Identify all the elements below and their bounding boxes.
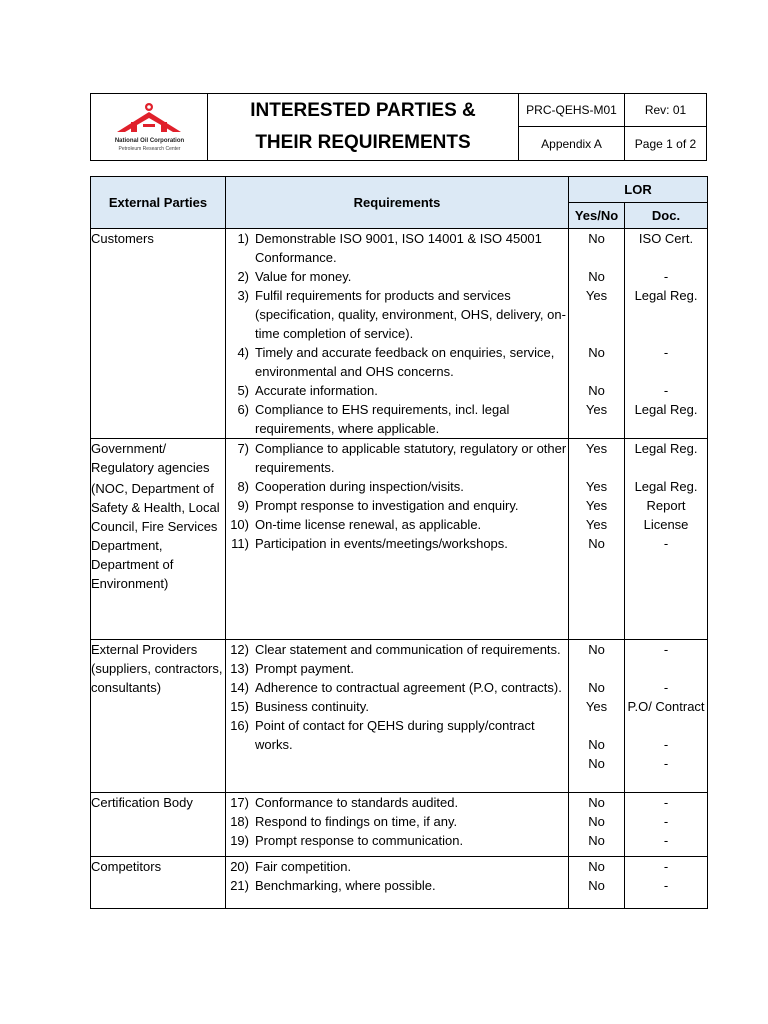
- table-row: [91, 640, 708, 793]
- item-number: 8): [237, 479, 249, 494]
- title-line-2: THEIR REQUIREMENTS: [255, 132, 471, 153]
- item-text: Fulfil requirements for products and services (specification, quality, environment, OHS, delivery, on-time completion of service).: [255, 288, 566, 341]
- yes-no-value: No: [588, 383, 605, 398]
- item-number: 2): [237, 269, 249, 284]
- item-number: 11): [231, 536, 249, 551]
- item-text: Conformance to standards audited.: [255, 795, 459, 810]
- doc-value: License: [643, 517, 689, 532]
- item-text: Accurate information.: [255, 383, 378, 398]
- list-item: [226, 534, 568, 553]
- list-item: [226, 857, 568, 876]
- item-text: Respond to findings on time, if any.: [255, 814, 458, 829]
- doc-cell: [625, 793, 708, 857]
- logo-cell: [91, 94, 208, 160]
- doc-cell: [625, 857, 708, 909]
- list-item: [226, 343, 568, 381]
- party-name: Competitors: [91, 859, 162, 874]
- doc-value: -: [663, 642, 669, 657]
- item-text: Timely and accurate feedback on enquiries, service, environmental and OHS concerns.: [255, 345, 555, 379]
- col-header-doc: Doc.: [625, 203, 708, 229]
- list-item: [226, 793, 568, 812]
- doc-value: Report: [646, 498, 686, 513]
- item-text: Value for money.: [255, 269, 352, 284]
- yes-no-value: No: [588, 833, 605, 848]
- list-item: [226, 286, 568, 343]
- party-detail: (NOC, Department of Safety & Health, Local Council, Fire Services Department, Department of Environment): [91, 481, 220, 591]
- item-text: Compliance to applicable statutory, regulatory or other requirements.: [255, 441, 567, 475]
- yes-no-value: Yes: [585, 288, 608, 303]
- doc-value: Legal Reg.: [634, 288, 698, 303]
- yes-no-value: Yes: [585, 441, 608, 456]
- item-text: Fair competition.: [255, 859, 352, 874]
- doc-value: -: [663, 345, 669, 360]
- list-item: [226, 439, 568, 477]
- company-logo-icon: [109, 102, 189, 136]
- yes-no-cell: [569, 857, 625, 909]
- party-cell: [91, 857, 226, 909]
- item-number: 19): [230, 833, 249, 848]
- list-item: [226, 876, 568, 895]
- party-cell: [91, 640, 226, 793]
- col-header-lor: LOR: [569, 177, 708, 203]
- yes-no-value: Yes: [585, 402, 608, 417]
- item-number: 10): [230, 517, 249, 532]
- list-item: [226, 515, 568, 534]
- party-cell: [91, 439, 226, 640]
- item-text: Prompt payment.: [255, 661, 354, 676]
- list-item: [226, 267, 568, 286]
- doc-value: -: [663, 814, 669, 829]
- appendix-label: Appendix A: [519, 127, 625, 160]
- yes-no-cell: [569, 229, 625, 439]
- doc-value: -: [663, 680, 669, 695]
- doc-value: Legal Reg.: [634, 441, 698, 456]
- list-item: [226, 477, 568, 496]
- item-number: 7): [237, 441, 249, 456]
- list-item: [226, 400, 568, 438]
- item-number: 12): [230, 642, 249, 657]
- item-text: Demonstrable ISO 9001, ISO 14001 & ISO 45001 Conformance.: [255, 231, 542, 265]
- yes-no-cell: [569, 640, 625, 793]
- item-text: Point of contact for QEHS during supply/contract works.: [255, 718, 535, 752]
- doc-value: -: [663, 536, 669, 551]
- doc-cell: [625, 439, 708, 640]
- item-text: Business continuity.: [255, 699, 369, 714]
- item-text: Clear statement and communication of requirements.: [255, 642, 561, 657]
- doc-value: -: [663, 795, 669, 810]
- doc-value: -: [663, 383, 669, 398]
- requirements-cell: [226, 793, 569, 857]
- party-name: Certification Body: [91, 795, 193, 810]
- doc-value: -: [663, 756, 669, 771]
- item-number: 1): [237, 231, 249, 246]
- interested-parties-table: [90, 176, 708, 909]
- col-header-requirements: Requirements: [226, 177, 569, 229]
- list-item: [226, 831, 568, 850]
- item-text: Participation in events/meetings/workshops.: [255, 536, 508, 551]
- item-text: Prompt response to communication.: [255, 833, 464, 848]
- item-number: 5): [237, 383, 249, 398]
- yes-no-value: Yes: [585, 479, 608, 494]
- item-text: Compliance to EHS requirements, incl. legal requirements, where applicable.: [255, 402, 510, 436]
- yes-no-value: No: [588, 756, 605, 771]
- item-text: Cooperation during inspection/visits.: [255, 479, 464, 494]
- table-row: [91, 439, 708, 640]
- doc-cell: [625, 640, 708, 793]
- item-number: 16): [230, 718, 249, 733]
- title-line-1: INTERESTED PARTIES &: [250, 100, 476, 121]
- table-row: [91, 793, 708, 857]
- item-number: 18): [230, 814, 249, 829]
- doc-value: -: [663, 737, 669, 752]
- item-number: 9): [237, 498, 249, 513]
- requirements-cell: [226, 439, 569, 640]
- yes-no-value: No: [588, 737, 605, 752]
- item-number: 15): [230, 699, 249, 714]
- yes-no-value: No: [588, 269, 605, 284]
- yes-no-value: No: [588, 859, 605, 874]
- list-item: [226, 716, 568, 754]
- party-cell: [91, 793, 226, 857]
- col-header-external-parties: External Parties: [91, 177, 226, 229]
- party-name: Customers: [91, 231, 154, 246]
- list-item: [226, 697, 568, 716]
- yes-no-cell: [569, 793, 625, 857]
- list-item: [226, 659, 568, 678]
- item-number: 13): [230, 661, 249, 676]
- document-title: [208, 94, 519, 160]
- doc-value: -: [663, 878, 669, 893]
- party-cell: [91, 229, 226, 439]
- doc-cell: [625, 229, 708, 439]
- item-number: 4): [237, 345, 249, 360]
- yes-no-value: No: [588, 231, 605, 246]
- yes-no-value: No: [588, 878, 605, 893]
- doc-value: P.O/ Contract: [627, 699, 705, 714]
- yes-no-value: Yes: [585, 699, 608, 714]
- list-item: [226, 229, 568, 267]
- doc-value: ISO Cert.: [638, 231, 694, 246]
- yes-no-value: No: [588, 680, 605, 695]
- doc-value: -: [663, 859, 669, 874]
- col-header-yes-no: Yes/No: [569, 203, 625, 229]
- yes-no-value: Yes: [585, 498, 608, 513]
- list-item: [226, 381, 568, 400]
- list-item: [226, 640, 568, 659]
- doc-value: Legal Reg.: [634, 402, 698, 417]
- item-number: 14): [230, 680, 249, 695]
- yes-no-cell: [569, 439, 625, 640]
- table-row: [91, 857, 708, 909]
- doc-value: -: [663, 833, 669, 848]
- document-header: [90, 93, 707, 161]
- item-number: 6): [237, 402, 249, 417]
- item-number: 3): [237, 288, 249, 303]
- yes-no-value: No: [588, 345, 605, 360]
- doc-value: -: [663, 269, 669, 284]
- page-number: Page 1 of 2: [634, 136, 697, 151]
- party-name: Government/ Regulatory agencies: [91, 441, 210, 475]
- requirements-cell: [226, 640, 569, 793]
- requirements-cell: [226, 857, 569, 909]
- yes-no-value: No: [588, 814, 605, 829]
- revision-label: Rev: 01: [625, 94, 706, 127]
- list-item: [226, 678, 568, 697]
- yes-no-value: No: [588, 536, 605, 551]
- party-name: External Providers (suppliers, contractors, consultants): [91, 642, 223, 695]
- item-number: 20): [230, 859, 249, 874]
- item-text: Adherence to contractual agreement (P.O, contracts).: [255, 680, 562, 695]
- doc-value: Legal Reg.: [634, 479, 698, 494]
- yes-no-value: No: [588, 642, 605, 657]
- item-text: Benchmarking, where possible.: [255, 878, 436, 893]
- logo-org-subtitle: Petroleum Research Center: [118, 146, 181, 152]
- yes-no-value: Yes: [585, 517, 608, 532]
- list-item: [226, 496, 568, 515]
- requirements-cell: [226, 229, 569, 439]
- item-number: 17): [230, 795, 249, 810]
- item-text: On-time license renewal, as applicable.: [255, 517, 482, 532]
- document-code: PRC-QEHS-M01: [519, 94, 625, 127]
- item-number: 21): [230, 878, 249, 893]
- list-item: [226, 812, 568, 831]
- item-text: Prompt response to investigation and enquiry.: [255, 498, 519, 513]
- table-row: [91, 229, 708, 439]
- yes-no-value: No: [588, 795, 605, 810]
- logo-org-name: National Oil Corporation: [114, 138, 185, 144]
